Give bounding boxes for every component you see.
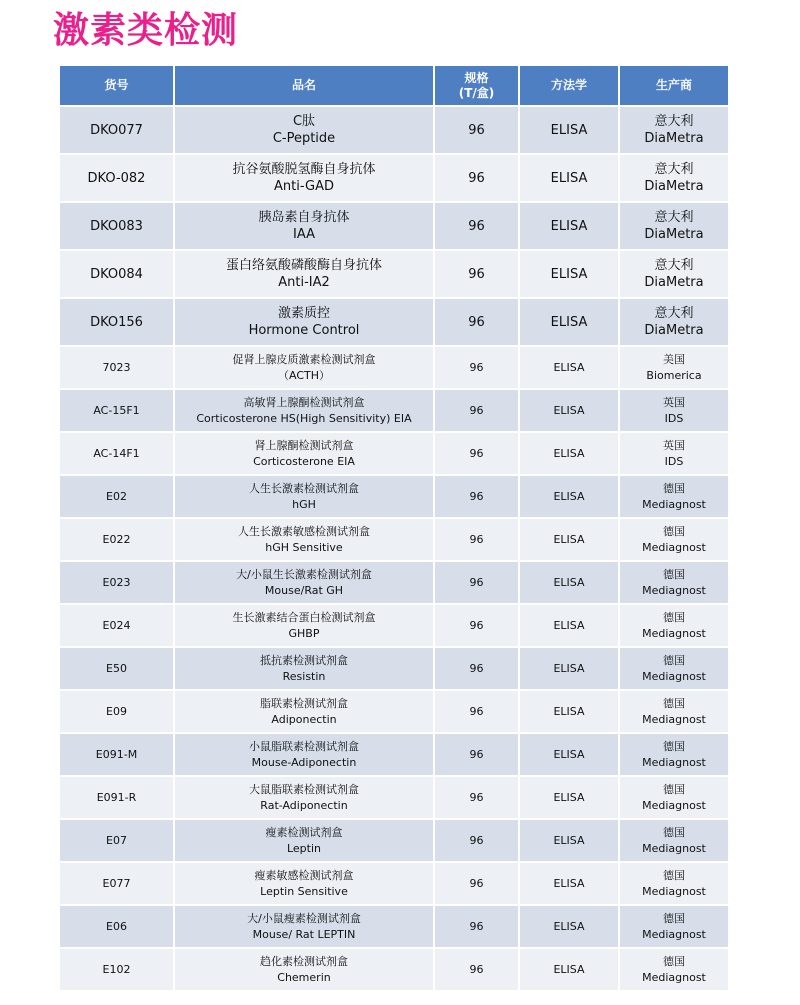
cell-spec: 96 — [434, 776, 519, 819]
cell-spec: 96 — [434, 389, 519, 432]
cell-name — [174, 733, 434, 776]
cell-maker-en: Mediagnost — [642, 497, 706, 511]
cell-code: E024 — [59, 604, 174, 647]
cell-maker-cn: 德国 — [663, 481, 685, 495]
cell-name-cn: 抵抗素检测试剂盒 — [260, 653, 348, 667]
cell-maker — [619, 690, 729, 733]
table-row — [59, 776, 729, 819]
cell-spec: 96 — [434, 733, 519, 776]
cell-maker-en: DiaMetra — [644, 323, 704, 338]
page-title: 激素类检测 — [53, 10, 239, 51]
cell-maker — [619, 475, 729, 518]
cell-method: ELISA — [519, 948, 619, 991]
table-row — [59, 389, 729, 432]
table-header-row — [59, 65, 729, 106]
cell-method: ELISA — [519, 819, 619, 862]
cell-name — [174, 154, 434, 202]
table-row — [59, 561, 729, 604]
table-row — [59, 647, 729, 690]
cell-maker — [619, 733, 729, 776]
cell-name-en: Mouse-Adiponectin — [251, 755, 357, 769]
cell-maker-cn: 意大利 — [654, 114, 694, 129]
column-header-spec-line2: (T/盒) — [458, 85, 495, 100]
cell-method: ELISA — [519, 518, 619, 561]
table-row — [59, 106, 729, 154]
cell-name-cn: 人生长激素敏感检测试剂盒 — [238, 524, 370, 538]
cell-spec: 96 — [434, 948, 519, 991]
cell-spec: 96 — [434, 154, 519, 202]
table-row — [59, 475, 729, 518]
cell-maker — [619, 298, 729, 346]
cell-maker-cn: 德国 — [663, 696, 685, 710]
cell-maker-cn: 德国 — [663, 782, 685, 796]
cell-maker-cn: 德国 — [663, 610, 685, 624]
cell-code: DKO-082 — [59, 154, 174, 202]
cell-maker-cn: 英国 — [663, 438, 685, 452]
cell-method: ELISA — [519, 475, 619, 518]
cell-maker-cn: 德国 — [663, 653, 685, 667]
cell-maker-cn: 德国 — [663, 567, 685, 581]
cell-maker-cn: 德国 — [663, 954, 685, 968]
cell-name-en: Adiponectin — [271, 712, 337, 726]
cell-maker — [619, 432, 729, 475]
cell-spec: 96 — [434, 604, 519, 647]
cell-spec: 96 — [434, 106, 519, 154]
cell-maker — [619, 948, 729, 991]
cell-code: E077 — [59, 862, 174, 905]
table-row — [59, 432, 729, 475]
cell-name — [174, 475, 434, 518]
cell-code: E50 — [59, 647, 174, 690]
cell-code: AC-14F1 — [59, 432, 174, 475]
cell-method: ELISA — [519, 733, 619, 776]
table-row — [59, 604, 729, 647]
cell-maker-en: DiaMetra — [644, 275, 704, 290]
cell-code: E02 — [59, 475, 174, 518]
cell-code: E023 — [59, 561, 174, 604]
cell-maker-en: IDS — [664, 411, 684, 425]
cell-name — [174, 250, 434, 298]
cell-maker — [619, 106, 729, 154]
cell-maker-en: DiaMetra — [644, 131, 704, 146]
table-row — [59, 905, 729, 948]
cell-maker-en: Mediagnost — [642, 884, 706, 898]
cell-name-en: （ACTH） — [277, 368, 330, 382]
cell-maker-en: Mediagnost — [642, 970, 706, 984]
cell-maker-en: IDS — [664, 454, 684, 468]
cell-name-cn: 大/小鼠瘦素检测试剂盒 — [247, 911, 361, 925]
cell-spec: 96 — [434, 819, 519, 862]
cell-name — [174, 604, 434, 647]
cell-name-en: Anti-IA2 — [278, 275, 330, 290]
cell-name-cn: 生长激素结合蛋白检测试剂盒 — [232, 610, 376, 624]
cell-name-cn: 抗谷氨酸脱氢酶自身抗体 — [232, 162, 376, 177]
cell-method: ELISA — [519, 647, 619, 690]
cell-name — [174, 202, 434, 250]
column-header-spec — [434, 65, 519, 106]
cell-method: ELISA — [519, 905, 619, 948]
cell-name — [174, 106, 434, 154]
cell-name-en: GHBP — [288, 626, 320, 640]
cell-maker — [619, 389, 729, 432]
cell-name — [174, 776, 434, 819]
cell-maker — [619, 561, 729, 604]
cell-code: DKO084 — [59, 250, 174, 298]
cell-code: DKO077 — [59, 106, 174, 154]
cell-maker — [619, 862, 729, 905]
cell-method: ELISA — [519, 690, 619, 733]
cell-maker — [619, 604, 729, 647]
cell-spec: 96 — [434, 862, 519, 905]
cell-name — [174, 561, 434, 604]
cell-name-cn: 胰岛素自身抗体 — [258, 210, 350, 225]
cell-name — [174, 647, 434, 690]
cell-method: ELISA — [519, 604, 619, 647]
cell-maker-cn: 意大利 — [654, 306, 694, 321]
cell-name — [174, 819, 434, 862]
cell-maker — [619, 202, 729, 250]
table-row — [59, 819, 729, 862]
cell-name — [174, 346, 434, 389]
cell-name-cn: 人生长激素检测试剂盒 — [249, 481, 359, 495]
cell-name-en: Leptin — [286, 841, 322, 855]
cell-spec: 96 — [434, 250, 519, 298]
cell-maker-cn: 意大利 — [654, 210, 694, 225]
cell-name — [174, 690, 434, 733]
cell-name-en: Corticosterone EIA — [253, 454, 355, 468]
table-row — [59, 733, 729, 776]
cell-method: ELISA — [519, 154, 619, 202]
product-table — [58, 64, 730, 992]
cell-maker-cn: 德国 — [663, 524, 685, 538]
cell-maker — [619, 647, 729, 690]
cell-maker-en: Mediagnost — [642, 583, 706, 597]
cell-maker-en: Mediagnost — [642, 927, 706, 941]
cell-method: ELISA — [519, 298, 619, 346]
cell-name-cn: 促肾上腺皮质激素检测试剂盒 — [232, 352, 376, 366]
cell-name-cn: 激素质控 — [277, 306, 330, 321]
cell-code: E102 — [59, 948, 174, 991]
cell-name-cn: 蛋白络氨酸磷酸酶自身抗体 — [225, 258, 382, 273]
cell-name-en: Rat-Adiponectin — [260, 798, 348, 812]
cell-name-cn: 肾上腺酮检测试剂盒 — [254, 438, 354, 452]
cell-name-en: Leptin Sensitive — [260, 884, 348, 898]
cell-name-en: hGH Sensitive — [265, 540, 343, 554]
cell-code: E07 — [59, 819, 174, 862]
cell-maker-en: Biomerica — [646, 368, 702, 382]
cell-name-cn: C肽 — [292, 114, 316, 129]
table-row — [59, 298, 729, 346]
cell-maker — [619, 819, 729, 862]
cell-name-en: Mouse/ Rat LEPTIN — [252, 927, 356, 941]
table-row — [59, 862, 729, 905]
cell-maker-cn: 德国 — [663, 739, 685, 753]
cell-code: 7023 — [59, 346, 174, 389]
cell-maker-cn: 英国 — [663, 395, 685, 409]
cell-maker-en: Mediagnost — [642, 755, 706, 769]
column-header-code: 货号 — [59, 65, 174, 106]
cell-method: ELISA — [519, 346, 619, 389]
cell-maker-en: DiaMetra — [644, 227, 704, 242]
table-row — [59, 346, 729, 389]
cell-name-en: C-Peptide — [272, 131, 336, 146]
cell-code: DKO156 — [59, 298, 174, 346]
cell-spec: 96 — [434, 346, 519, 389]
cell-maker — [619, 154, 729, 202]
cell-name-en: Chemerin — [277, 970, 331, 984]
cell-maker-en: Mediagnost — [642, 626, 706, 640]
column-header-maker: 生产商 — [619, 65, 729, 106]
cell-spec: 96 — [434, 432, 519, 475]
cell-name-cn: 瘦素检测试剂盒 — [265, 825, 343, 839]
table-row — [59, 948, 729, 991]
cell-code: AC-15F1 — [59, 389, 174, 432]
cell-method: ELISA — [519, 202, 619, 250]
cell-name-en: IAA — [293, 227, 315, 242]
cell-name-en: Hormone Control — [248, 323, 360, 338]
cell-code: E022 — [59, 518, 174, 561]
cell-maker-cn: 德国 — [663, 825, 685, 839]
cell-name — [174, 905, 434, 948]
cell-spec: 96 — [434, 475, 519, 518]
cell-spec: 96 — [434, 690, 519, 733]
cell-name-cn: 脂联素检测试剂盒 — [260, 696, 348, 710]
cell-maker-en: Mediagnost — [642, 669, 706, 683]
cell-spec: 96 — [434, 905, 519, 948]
column-header-spec-line1: 规格 — [464, 70, 489, 85]
cell-name-cn: 趋化素检测试剂盒 — [260, 954, 348, 968]
cell-name — [174, 518, 434, 561]
cell-method: ELISA — [519, 389, 619, 432]
cell-spec: 96 — [434, 298, 519, 346]
cell-spec: 96 — [434, 561, 519, 604]
cell-maker-cn: 意大利 — [654, 258, 694, 273]
cell-method: ELISA — [519, 776, 619, 819]
cell-code: E09 — [59, 690, 174, 733]
cell-maker-en: Mediagnost — [642, 712, 706, 726]
cell-maker-en: DiaMetra — [644, 179, 704, 194]
cell-name-cn: 高敏肾上腺酮检测试剂盒 — [243, 395, 365, 409]
cell-maker — [619, 776, 729, 819]
cell-maker-cn: 德国 — [663, 911, 685, 925]
cell-name-en: hGH — [292, 497, 316, 511]
column-header-method: 方法学 — [519, 65, 619, 106]
column-header-name: 品名 — [174, 65, 434, 106]
cell-maker — [619, 905, 729, 948]
cell-name-cn: 大/小鼠生长激素检测试剂盒 — [236, 567, 372, 581]
cell-name-en: Corticosterone HS(High Sensitivity) EIA — [196, 411, 412, 425]
cell-name-cn: 瘦素敏感检测试剂盒 — [254, 868, 354, 882]
cell-maker-en: Mediagnost — [642, 841, 706, 855]
table-row — [59, 154, 729, 202]
table-body — [59, 106, 729, 991]
cell-method: ELISA — [519, 106, 619, 154]
cell-maker — [619, 518, 729, 561]
cell-code: E06 — [59, 905, 174, 948]
cell-name — [174, 948, 434, 991]
cell-name — [174, 432, 434, 475]
cell-maker — [619, 250, 729, 298]
cell-name-en: Mouse/Rat GH — [264, 583, 344, 597]
cell-name-en: Anti-GAD — [274, 179, 334, 194]
table-row — [59, 690, 729, 733]
table-row — [59, 518, 729, 561]
cell-method: ELISA — [519, 250, 619, 298]
table-row — [59, 202, 729, 250]
cell-code: DKO083 — [59, 202, 174, 250]
cell-name-en: Resistin — [282, 669, 326, 683]
cell-code: E091-M — [59, 733, 174, 776]
cell-maker-cn: 美国 — [663, 352, 685, 366]
cell-name — [174, 298, 434, 346]
cell-name-cn: 小鼠脂联素检测试剂盒 — [249, 739, 359, 753]
cell-name — [174, 862, 434, 905]
cell-spec: 96 — [434, 647, 519, 690]
cell-maker — [619, 346, 729, 389]
cell-method: ELISA — [519, 862, 619, 905]
cell-spec: 96 — [434, 202, 519, 250]
cell-method: ELISA — [519, 561, 619, 604]
cell-name-cn: 大鼠脂联素检测试剂盒 — [249, 782, 359, 796]
cell-name — [174, 389, 434, 432]
cell-maker-en: Mediagnost — [642, 540, 706, 554]
cell-maker-cn: 德国 — [663, 868, 685, 882]
cell-code: E091-R — [59, 776, 174, 819]
cell-spec: 96 — [434, 518, 519, 561]
cell-maker-cn: 意大利 — [654, 162, 694, 177]
cell-method: ELISA — [519, 432, 619, 475]
cell-maker-en: Mediagnost — [642, 798, 706, 812]
table-row — [59, 250, 729, 298]
